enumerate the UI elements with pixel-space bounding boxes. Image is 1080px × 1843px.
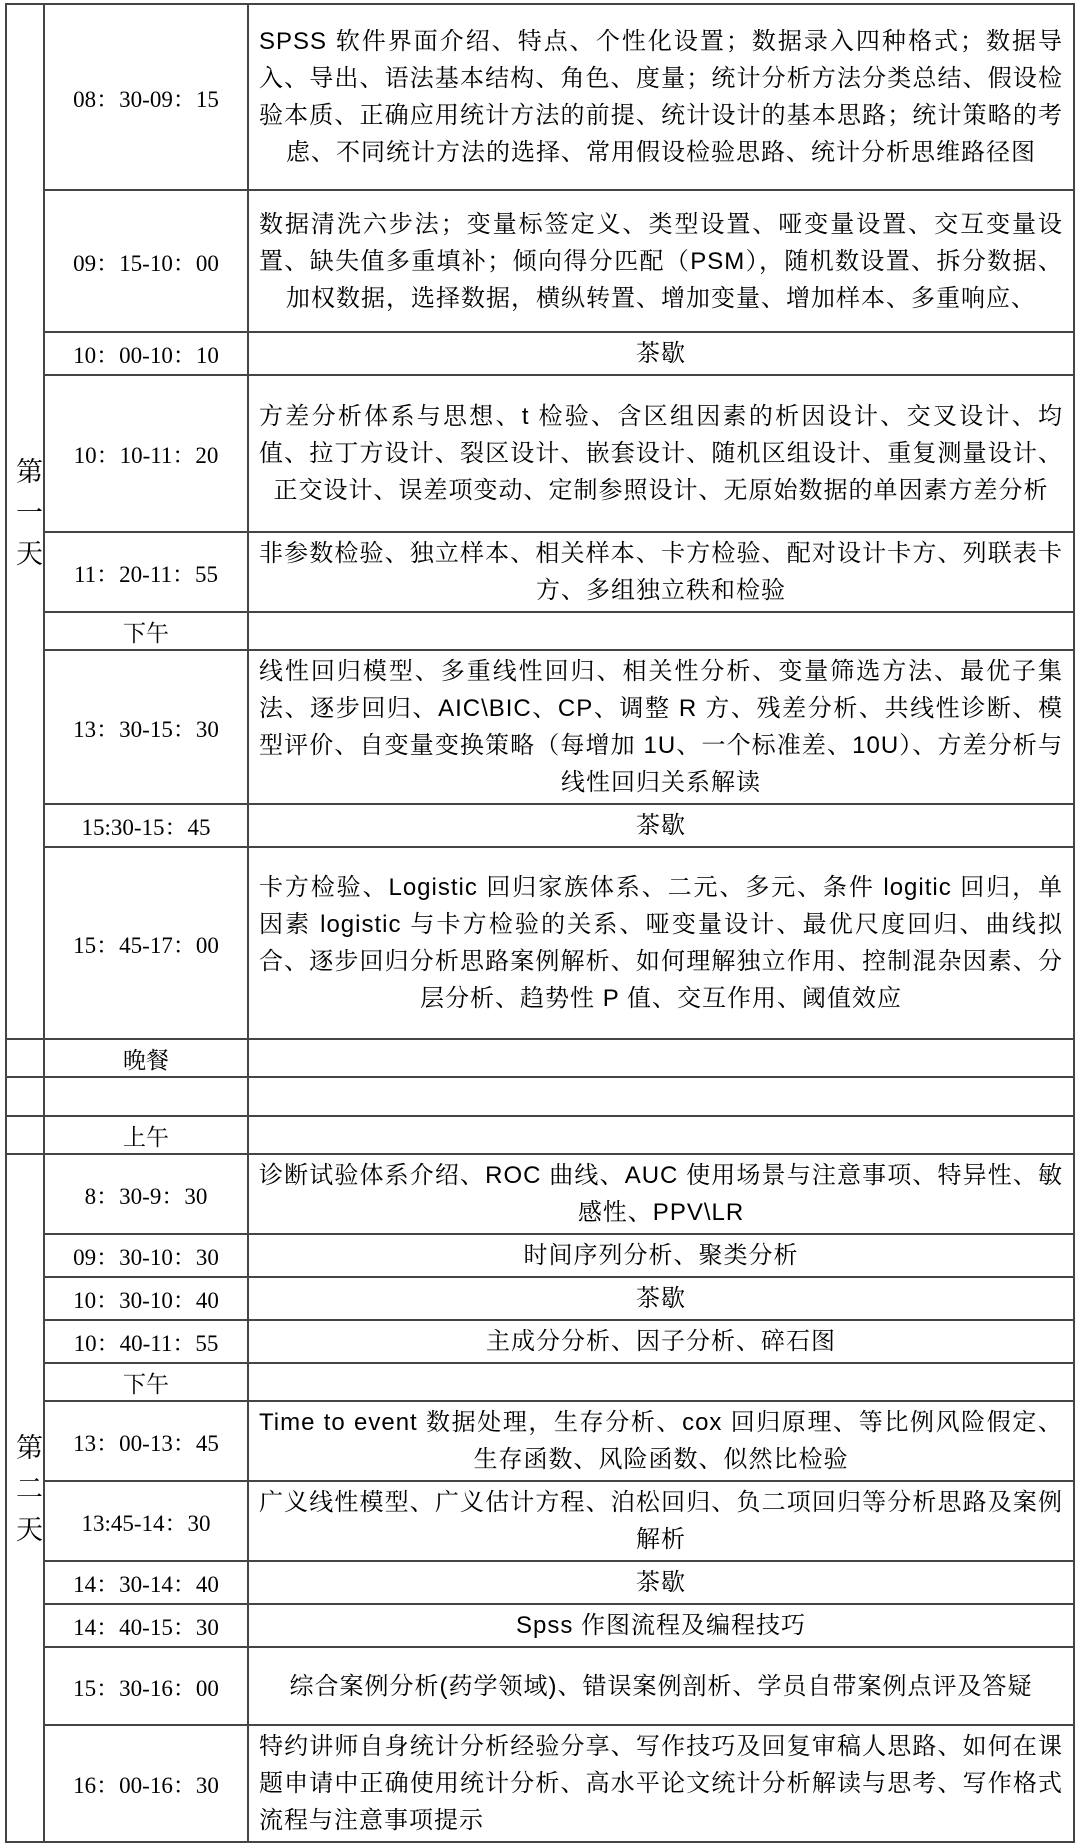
session-content: 茶歇 — [248, 1561, 1074, 1604]
table-row — [6, 650, 1074, 804]
session-content: 主成分分析、因子分析、碎石图 — [248, 1320, 1074, 1363]
time-cell — [44, 1077, 248, 1116]
time-cell: 14：40-15：30 — [44, 1604, 248, 1647]
time-cell: 11：20-11：55 — [44, 532, 248, 612]
table-row — [6, 1320, 1074, 1363]
session-content: 茶歇 — [248, 1277, 1074, 1320]
session-content: 方差分析体系与思想、t 检验、含区组因素的析因设计、交叉设计、均值、拉丁方设计、裂区设计、嵌套设计、随机区组设计、重复测量设计、正交设计、误差项变动、定制参照设计、无原始数据的单因素方差分析 — [248, 375, 1074, 532]
table-row — [6, 1363, 1074, 1401]
time-cell: 16：00-16：30 — [44, 1725, 248, 1842]
time-cell: 10：30-10：40 — [44, 1277, 248, 1320]
day-1-label: 第一天 — [12, 456, 42, 580]
table-row — [6, 1604, 1074, 1647]
time-cell: 10：10-11：20 — [44, 375, 248, 532]
table-row — [6, 1116, 1074, 1154]
session-content: 非参数检验、独立样本、相关样本、卡方检验、配对设计卡方、列联表卡方、多组独立秩和检验 — [248, 532, 1074, 612]
table-row — [6, 847, 1074, 1039]
empty-day-cell — [6, 1116, 44, 1154]
session-content — [248, 1363, 1074, 1401]
time-cell: 09：15-10：00 — [44, 190, 248, 332]
time-cell: 14：30-14：40 — [44, 1561, 248, 1604]
time-cell: 13：30-15：30 — [44, 650, 248, 804]
table-row — [6, 1277, 1074, 1320]
table-row — [6, 332, 1074, 375]
schedule-table — [5, 3, 1075, 1843]
session-content: 时间序列分析、聚类分析 — [248, 1234, 1074, 1277]
table-row — [6, 804, 1074, 847]
empty-day-cell — [6, 1039, 44, 1077]
session-content: 茶歇 — [248, 332, 1074, 375]
session-content: 数据清洗六步法；变量标签定义、类型设置、哑变量设置、交互变量设置、缺失值多重填补；倾向得分匹配（PSM），随机数设置、拆分数据、加权数据，选择数据，横纵转置、增加变量、增加样本、多重响应、 — [248, 190, 1074, 332]
time-cell: 10：00-10：10 — [44, 332, 248, 375]
table-row — [6, 612, 1074, 650]
table-row — [6, 1154, 1074, 1234]
table-row — [6, 1401, 1074, 1481]
time-cell: 晚餐 — [44, 1039, 248, 1077]
empty-day-cell — [6, 1077, 44, 1116]
table-row — [6, 1725, 1074, 1842]
session-content: 茶歇 — [248, 804, 1074, 847]
session-content: 卡方检验、Logistic 回归家族体系、二元、多元、条件 logitic 回归，单因素 logistic 与卡方检验的关系、哑变量设计、最优尺度回归、曲线拟合、逐步回归分析思路案例解析、如何理解独立作用、控制混杂因素、分层分析、趋势性 P 值、交互作用、阈值效应 — [248, 847, 1074, 1039]
time-cell: 15：45-17：00 — [44, 847, 248, 1039]
session-content: 综合案例分析(药学领域)、错误案例剖析、学员自带案例点评及答疑 — [248, 1647, 1074, 1725]
time-cell: 09：30-10：30 — [44, 1234, 248, 1277]
table-row — [6, 1481, 1074, 1561]
session-content — [248, 612, 1074, 650]
table-row — [6, 1039, 1074, 1077]
session-content: Spss 作图流程及编程技巧 — [248, 1604, 1074, 1647]
session-content — [248, 1116, 1074, 1154]
time-cell: 下午 — [44, 612, 248, 650]
time-cell: 15：30-16：00 — [44, 1647, 248, 1725]
table-row — [6, 1234, 1074, 1277]
time-cell: 13：00-13：45 — [44, 1401, 248, 1481]
table-row — [6, 190, 1074, 332]
time-cell: 下午 — [44, 1363, 248, 1401]
day-2-cell — [6, 1154, 44, 1842]
time-cell: 上午 — [44, 1116, 248, 1154]
table-row — [6, 375, 1074, 532]
time-cell: 10：40-11：55 — [44, 1320, 248, 1363]
table-row — [6, 532, 1074, 612]
session-content: 特约讲师自身统计分析经验分享、写作技巧及回复审稿人思路、如何在课题申请中正确使用统计分析、高水平论文统计分析解读与思考、写作格式流程与注意事项提示 — [248, 1725, 1074, 1842]
day-1-cell — [6, 4, 44, 1039]
time-cell: 13:45-14：30 — [44, 1481, 248, 1561]
table-row — [6, 4, 1074, 190]
table-row — [6, 1077, 1074, 1116]
session-content: 诊断试验体系介绍、ROC 曲线、AUC 使用场景与注意事项、特异性、敏感性、PPV\LR — [248, 1154, 1074, 1234]
session-content: 线性回归模型、多重线性回归、相关性分析、变量筛选方法、最优子集法、逐步回归、AIC\BIC、CP、调整 R 方、残差分析、共线性诊断、模型评价、自变量变换策略（每增加 1U、一个标准差、10U）、方差分析与线性回归关系解读 — [248, 650, 1074, 804]
time-cell: 15:30-15：45 — [44, 804, 248, 847]
session-content: SPSS 软件界面介绍、特点、个性化设置；数据录入四种格式；数据导入、导出、语法基本结构、角色、度量；统计分析方法分类总结、假设检验本质、正确应用统计方法的前提、统计设计的基本思路；统计策略的考虑、不同统计方法的选择、常用假设检验思路、统计分析思维路径图 — [248, 4, 1074, 190]
time-cell: 8：30-9：30 — [44, 1154, 248, 1234]
table-row — [6, 1561, 1074, 1604]
time-cell: 08：30-09：15 — [44, 4, 248, 190]
table-row — [6, 1647, 1074, 1725]
session-content: 广义线性模型、广义估计方程、泊松回归、负二项回归等分析思路及案例解析 — [248, 1481, 1074, 1561]
session-content — [248, 1077, 1074, 1116]
session-content: Time to event 数据处理，生存分析、cox 回归原理、等比例风险假定、生存函数、风险函数、似然比检验 — [248, 1401, 1074, 1481]
session-content — [248, 1039, 1074, 1077]
day-2-label: 第二天 — [12, 1433, 42, 1556]
